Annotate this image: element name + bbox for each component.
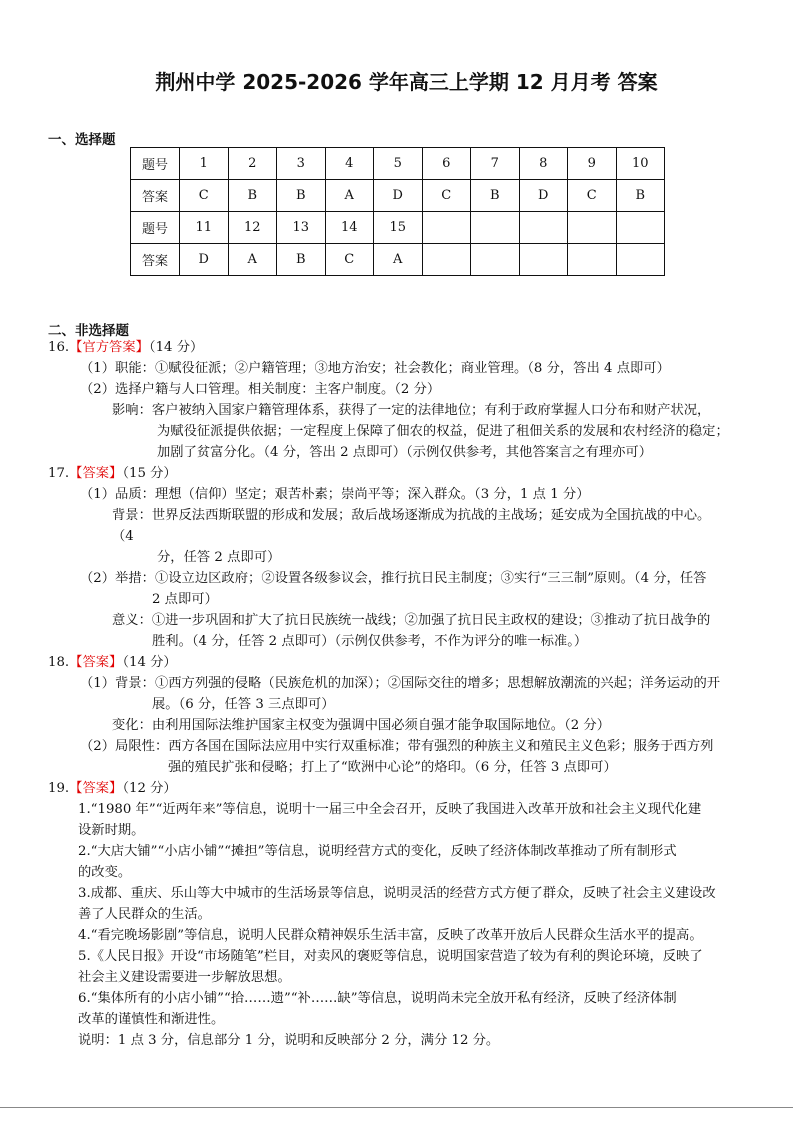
table-cell: 4: [325, 148, 374, 180]
table-cell: [519, 244, 568, 276]
table-row: [131, 244, 665, 276]
answer-tag: 【官方答案】: [69, 340, 149, 355]
table-cell: C: [568, 180, 617, 212]
table-cell: [471, 212, 520, 244]
score: （12 分）: [122, 781, 177, 796]
choice-answer-table: [130, 147, 665, 276]
question-number: 17.: [48, 466, 70, 481]
table-cell: D: [180, 244, 229, 276]
table-cell: [422, 212, 471, 244]
table-cell: [422, 244, 471, 276]
table-cell: [471, 244, 520, 276]
table-cell: 3: [277, 148, 326, 180]
table-cell: [616, 212, 665, 244]
question-number: 18.: [48, 655, 70, 670]
table-cell: [568, 212, 617, 244]
table-cell: D: [374, 180, 423, 212]
table-cell: 6: [422, 148, 471, 180]
table-cell: [519, 212, 568, 244]
score: （14 分）: [122, 655, 177, 670]
table-cell: C: [422, 180, 471, 212]
answer-line: 加剧了贫富分化。（4 分，答出 2 点即可）（示例仅供参考，其他答案言之有理亦可）: [157, 445, 652, 460]
question-18-header: [0, 652, 793, 673]
question-number: 19.: [48, 781, 70, 796]
table-cell: B: [616, 180, 665, 212]
row-header-cell: 题号: [131, 148, 180, 180]
answer-line: （2）局限性：西方各国在国际法应用中实行双重标准；带有强烈的种族主义和殖民主义色彩；服务于西方列: [80, 739, 714, 754]
table-cell: 2: [228, 148, 277, 180]
table-row: [131, 180, 665, 212]
answer-line: 展。（6 分，任答 3 三点即可）: [152, 697, 335, 712]
row-header-cell: 题号: [131, 212, 180, 244]
answer-line: 3.成都、重庆、乐山等大中城市的生活场景等信息，说明灵活的经营方式方便了群众，反映了社会主义建设改: [78, 886, 716, 901]
table-cell: A: [325, 180, 374, 212]
answer-line: （2）举措：①设立边区政府；②设置各级参议会，推行抗日民主制度；③实行“三三制”原则。（4 分，任答: [80, 571, 707, 586]
page-bottom-rule: [0, 1107, 793, 1108]
table-row: [131, 212, 665, 244]
answer-line: 的改变。: [78, 865, 132, 880]
table-cell: 1: [180, 148, 229, 180]
table-cell: A: [228, 244, 277, 276]
answer-line: 说明：1 点 3 分，信息部分 1 分，说明和反映部分 2 分，满分 12 分。: [78, 1033, 500, 1048]
answer-tag: 【答案】: [69, 466, 123, 481]
answer-line: 强的殖民扩张和侵略；打上了“欧洲中心论”的烙印。（6 分，任答 3 点即可）: [168, 760, 617, 775]
table-row: [131, 148, 665, 180]
section-heading-choice: 一、选择题: [48, 132, 116, 148]
answer-line: 背景：世界反法西斯联盟的形成和发展；敌后战场逐渐成为抗战的主战场；延安成为全国抗战的中心。: [112, 508, 711, 523]
table-cell: B: [277, 180, 326, 212]
question-19-header: [0, 778, 793, 799]
question-16-header: [0, 337, 793, 358]
table-cell: A: [374, 244, 423, 276]
answer-line: （1）品质：理想（信仰）坚定；艰苦朴素；崇尚平等；深入群众。（3 分，1 点 1 分）: [80, 487, 590, 502]
table-cell: 7: [471, 148, 520, 180]
answers-body: [0, 337, 793, 1051]
answer-line: （1）背景：①西方列强的侵略（民族危机的加深）；②国际交往的增多；思想解放潮流的兴起；洋务运动的开: [80, 676, 721, 691]
answer-line: 1.“1980 年”“近两年来”等信息，说明十一届三中全会召开，反映了我国进入改革开放和社会主义现代化建: [78, 802, 702, 817]
answer-line: 2.“大店大铺”“小店小铺”“摊担”等信息，说明经营方式的变化，反映了经济体制改革推动了所有制形式: [78, 844, 677, 859]
question-17-header: [0, 463, 793, 484]
answer-tag: 【答案】: [69, 781, 123, 796]
answer-line: （1）职能：①赋役征派；②户籍管理；③地方治安；社会教化；商业管理。（8 分，答出 4 点即可）: [80, 361, 670, 376]
table-cell: 11: [180, 212, 229, 244]
answer-line: 善了人民群众的生活。: [78, 907, 211, 922]
table-cell: 8: [519, 148, 568, 180]
section-heading-nonchoice: 二、非选择题: [48, 323, 129, 339]
table-cell: 15: [374, 212, 423, 244]
answer-line: 改革的谨慎性和渐进性。: [78, 1012, 225, 1027]
score: （15 分）: [122, 466, 177, 481]
table-cell: B: [277, 244, 326, 276]
row-header-cell: 答案: [131, 244, 180, 276]
table-cell: D: [519, 180, 568, 212]
table-cell: 14: [325, 212, 374, 244]
answer-line: （4: [112, 529, 134, 544]
answer-line: 社会主义建设需要进一步解放思想。: [78, 970, 291, 985]
answer-line: 变化：由利用国际法维护国家主权变为强调中国必须自强才能争取国际地位。（2 分）: [112, 718, 611, 733]
answer-line: 影响：客户被纳入国家户籍管理体系，获得了一定的法律地位；有利于政府掌握人口分布和财产状况，: [112, 403, 711, 418]
question-number: 16.: [48, 340, 70, 355]
table-cell: 12: [228, 212, 277, 244]
table-cell: B: [228, 180, 277, 212]
table-cell: 13: [277, 212, 326, 244]
answer-line: 分，任答 2 点即可）: [157, 550, 281, 565]
table-cell: C: [325, 244, 374, 276]
table-cell: [616, 244, 665, 276]
score: （14 分）: [148, 340, 204, 355]
answer-line: 5.《人民日报》开设“市场随笔”栏目，对卖风的褒贬等信息，说明国家营造了较为有利的舆论环境，反映了: [78, 949, 703, 964]
table-cell: 9: [568, 148, 617, 180]
table-cell: 5: [374, 148, 423, 180]
answer-line: （2）选择户籍与人口管理。相关制度：主客户制度。（2 分）: [80, 382, 441, 397]
table-cell: C: [180, 180, 229, 212]
answer-line: 2 点即可）: [152, 592, 218, 607]
page-title: 荆州中学 2025-2026 学年高三上学期 12 月月考 答案: [155, 70, 658, 94]
answer-tag: 【答案】: [69, 655, 123, 670]
table-cell: [568, 244, 617, 276]
answer-line: 设新时期。: [78, 823, 145, 838]
answer-line: 为赋役征派提供依据；一定程度上保障了佃农的权益，促进了租佃关系的发展和农村经济的稳定；: [157, 424, 729, 439]
answer-line: 意义：①进一步巩固和扩大了抗日民族统一战线；②加强了抗日民主政权的建设；③推动了抗日战争的: [112, 613, 711, 628]
table-cell: 10: [616, 148, 665, 180]
answer-line: 胜利。（4 分，任答 2 点即可）（示例仅供参考，不作为评分的唯一标准。）: [152, 634, 588, 649]
answer-line: 6.“集体所有的小店小铺”“拾……遗”“补……缺”等信息，说明尚未完全放开私有经济，反映了经济体制: [78, 991, 677, 1006]
answer-line: 4.“看完晚场影剧”等信息，说明人民群众精神娱乐生活丰富，反映了改革开放后人民群众生活水平的提高。: [78, 928, 703, 943]
row-header-cell: 答案: [131, 180, 180, 212]
table-cell: B: [471, 180, 520, 212]
